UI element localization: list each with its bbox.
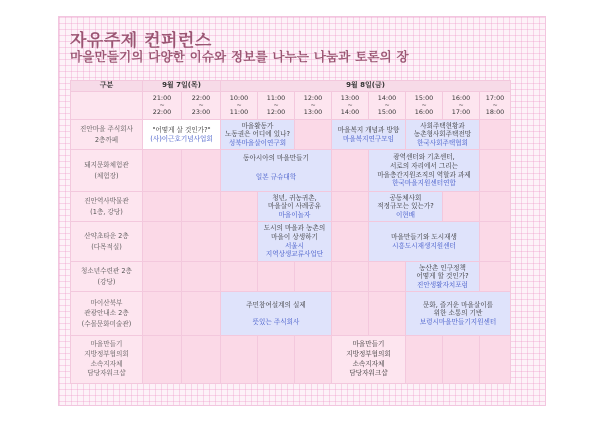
empty-cell (182, 192, 221, 222)
session-cell: 주민참여설계의 실제 뜻있는 주식회사 (221, 292, 332, 336)
empty-cell (295, 262, 332, 292)
time-slot: 13:00 ~ 14:00 (332, 92, 369, 120)
empty-cell (258, 262, 295, 292)
venue-label: 마을만들기 지방정부협의회 소속지자체 담당자워크샵 (71, 336, 143, 384)
time-slot: 12:00 ~ 13:00 (295, 92, 332, 120)
time-slot: 11:00 ~ 12:00 (258, 92, 295, 120)
session-cell: 공동체사회 적정규모는 있는가? 이현배 (369, 192, 443, 222)
empty-cell (143, 336, 182, 384)
empty-cell (143, 262, 182, 292)
session-cell: 마을만들기와 도시재생 시흥도시재생지원센터 (369, 222, 480, 262)
session-cell: 광역센터와 기초센터, 서로의 자리에서 그리는 마을층간지원조직의 역할과 과제 한국마을지원센터연합 (369, 150, 480, 192)
empty-cell (143, 222, 182, 262)
empty-cell (182, 150, 221, 192)
schedule-row (71, 262, 511, 292)
time-corner (71, 92, 143, 120)
empty-cell (406, 336, 443, 384)
session-cell: 동아시아의 마을만들기 일본 규슈대학 (221, 150, 332, 192)
empty-cell (443, 192, 480, 222)
schedule-row (71, 150, 511, 192)
empty-cell (332, 192, 369, 222)
empty-cell (221, 336, 258, 384)
session-cell: 청년, 귀농귀촌, 마을살이 사례공유 마을이놀자 (258, 192, 332, 222)
session-cell: 사회주택현황과 농촌형사회주택전망 한국사회주택협회 (406, 120, 480, 150)
venue-label: 진안역사박물관 (1층, 강당) (71, 192, 143, 222)
schedule-row (71, 336, 511, 384)
empty-cell (258, 336, 295, 384)
session-cell: 농산촌 인구정책 어떻게 할 것인가? 진안생활자치포럼 (406, 262, 480, 292)
day2-header: 9월 8일(금) (221, 81, 511, 92)
empty-cell (332, 150, 369, 192)
schedule-row (71, 192, 511, 222)
empty-cell (182, 292, 221, 336)
schedule-row (71, 120, 511, 150)
header-row (71, 81, 511, 92)
empty-cell (332, 292, 369, 336)
empty-cell (332, 222, 369, 262)
session-cell: 문화, 즐거운 마을살이를 위한 소통의 기반 보령시마을만들기지원센터 (406, 292, 511, 336)
empty-cell (480, 222, 511, 262)
time-slot: 14:00 ~ 15:00 (369, 92, 406, 120)
empty-cell (332, 262, 369, 292)
empty-cell (182, 262, 221, 292)
session-cell: 도시의 마을과 농촌의 마을이 상생하기 서울시 지역상생교류사업단 (258, 222, 332, 262)
time-slot: 16:00 ~ 17:00 (443, 92, 480, 120)
schedule-row (71, 292, 511, 336)
empty-cell (143, 292, 182, 336)
empty-cell (295, 336, 332, 384)
empty-cell (480, 120, 511, 150)
empty-cell (221, 262, 258, 292)
session-cell: 마을만들기 지방정부협의회 소속지자체 담당자워크샵 (332, 336, 406, 384)
empty-cell (480, 192, 511, 222)
empty-cell (480, 150, 511, 192)
empty-cell (182, 222, 221, 262)
venue-label: 마이산북부 관광안내소 2층 (수몰문화미술관) (71, 292, 143, 336)
session-cell: "어떻게 살 것인가?" (사)이근호기념사업회 (143, 120, 221, 150)
time-row (71, 92, 511, 120)
empty-cell (143, 150, 182, 192)
time-slot: 22:00 ~ 23:00 (182, 92, 221, 120)
empty-cell (480, 262, 511, 292)
venue-label: 산약초타운 2층 (다목적실) (71, 222, 143, 262)
empty-cell (369, 292, 406, 336)
schedule-table (70, 80, 511, 384)
page-title: 자유주제 컨퍼런스 (70, 31, 212, 51)
empty-cell (221, 222, 258, 262)
empty-cell (480, 336, 511, 384)
time-slot: 21:00 ~ 22:00 (143, 92, 182, 120)
session-cell: 마을복지 개념과 방향 마을복지연구모임 (332, 120, 406, 150)
venue-label: 돼지문화체험관 (체험장) (71, 150, 143, 192)
schedule-row (71, 222, 511, 262)
time-slot: 17:00 ~ 18:00 (480, 92, 511, 120)
time-slot: 10:00 ~ 11:00 (221, 92, 258, 120)
session-cell: 마을활동가 노동권은 어디에 있나? 성북마을살이연구회 (221, 120, 295, 150)
page-subtitle: 마을만들기의 다양한 이슈와 정보를 나누는 나눔과 토론의 장 (70, 49, 409, 64)
empty-cell (443, 336, 480, 384)
empty-cell (295, 120, 332, 150)
empty-cell (182, 336, 221, 384)
venue-label: 청소년수련관 2층 (강당) (71, 262, 143, 292)
day1-header: 9월 7일(목) (143, 81, 221, 92)
venue-label: 진안마을 주식회사 2층까페 (71, 120, 143, 150)
empty-cell (221, 192, 258, 222)
empty-cell (143, 192, 182, 222)
category-header: 구분 (71, 81, 143, 92)
time-slot: 15:00 ~ 16:00 (406, 92, 443, 120)
empty-cell (369, 262, 406, 292)
